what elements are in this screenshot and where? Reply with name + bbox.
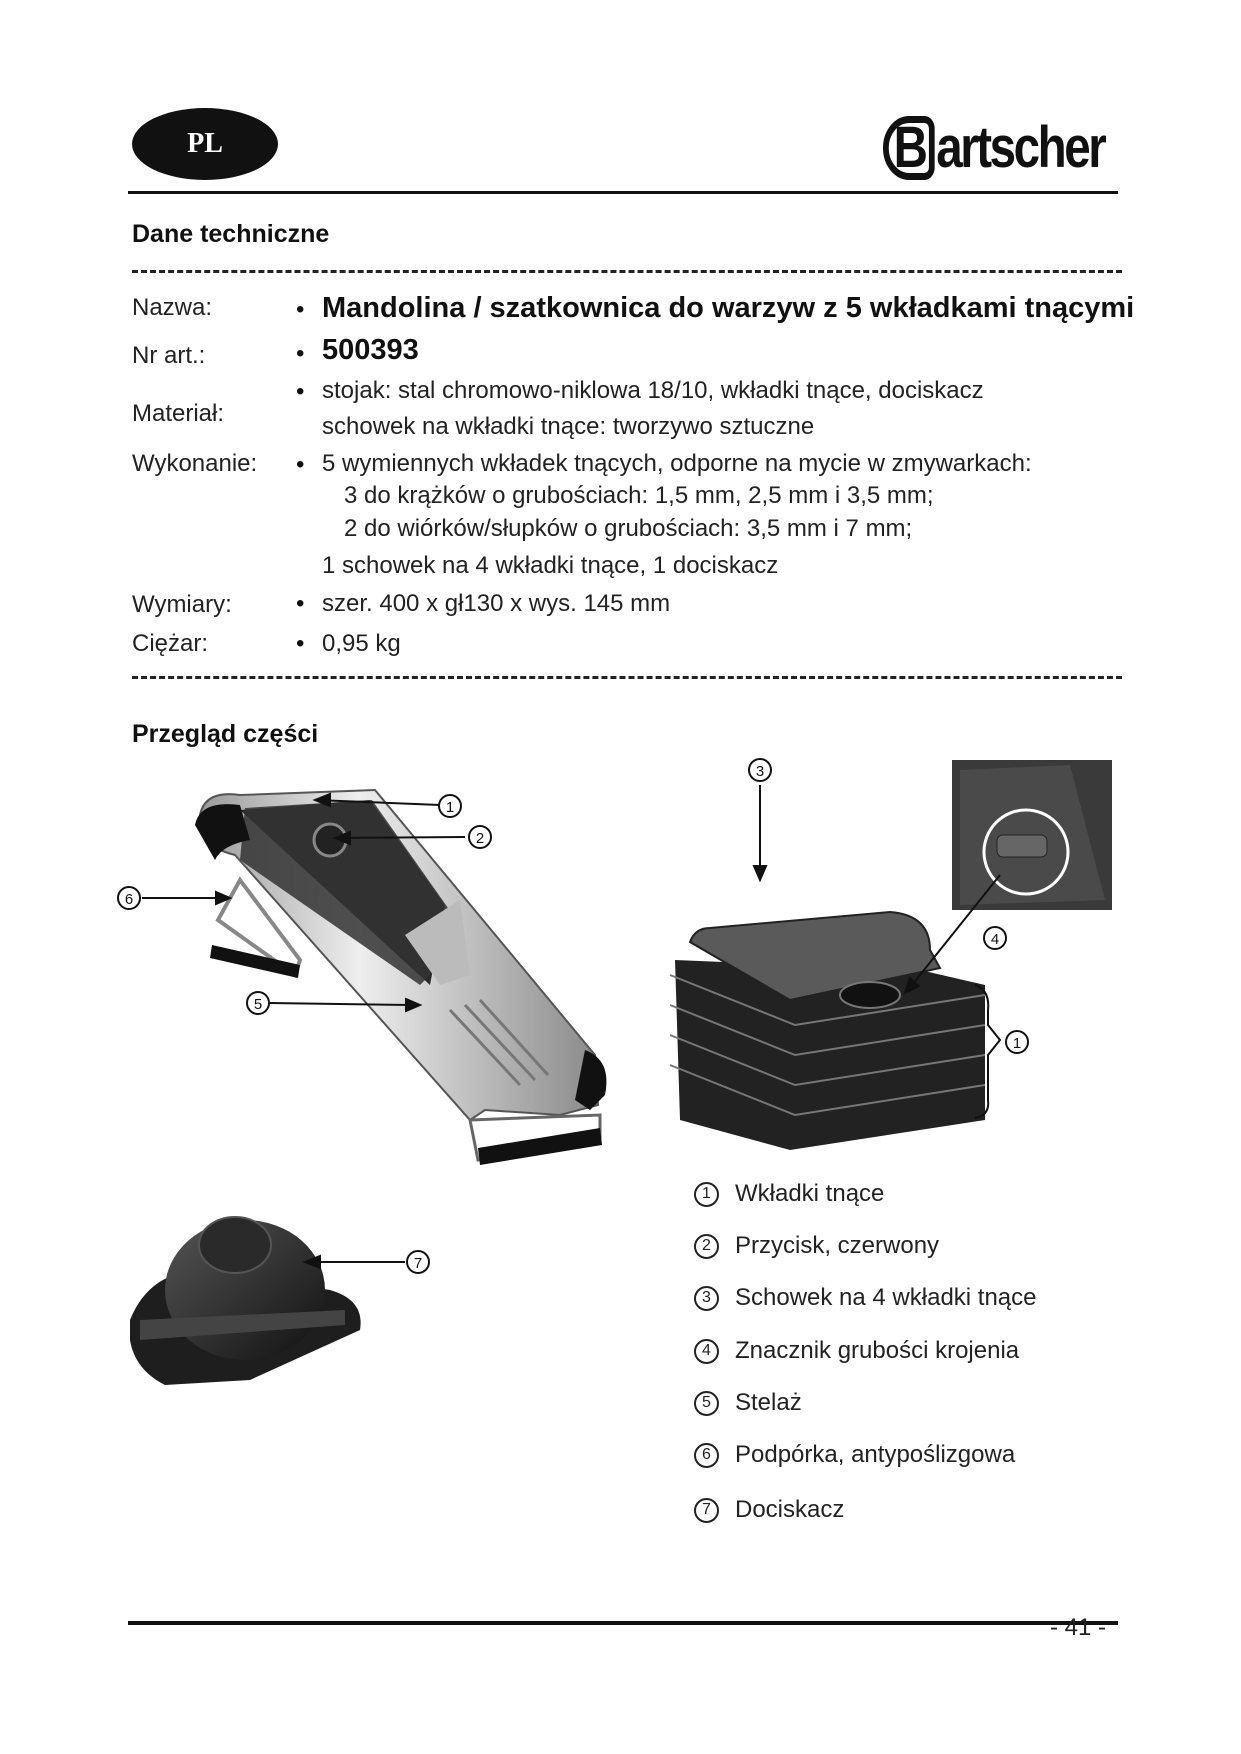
footer-rule (128, 1621, 1118, 1625)
bullet: • (296, 378, 305, 405)
legend-item-7 (694, 1496, 844, 1524)
legend-item-5 (694, 1389, 802, 1417)
callout-1 (439, 795, 461, 817)
logo-b-mark: B (883, 116, 935, 180)
legend-text: Wkładki tnące (735, 1180, 885, 1207)
legend-text: Schowek na 4 wkładki tnące (735, 1284, 1037, 1311)
bullet: • (296, 630, 305, 657)
value-material-2: schowek na wkładki tnące: tworzywo sztuczne (322, 413, 815, 440)
legend-num: 1 (694, 1182, 719, 1207)
svg-text:2: 2 (475, 830, 485, 847)
value-art-no: 500393 (322, 334, 419, 366)
legend-num: 4 (694, 1339, 719, 1364)
bullet: • (296, 590, 305, 617)
value-execution-3: 2 do wiórków/słupków o grubościach: 3,5 mm i 7 mm; (344, 515, 913, 542)
svg-text:4: 4 (990, 931, 1000, 948)
legend-num: 2 (694, 1234, 719, 1259)
svg-text:5: 5 (253, 996, 263, 1013)
legend-num: 6 (694, 1443, 719, 1468)
bullet: • (296, 296, 305, 323)
value-execution-2: 3 do krążków o grubościach: 1,5 mm, 2,5 mm i 3,5 mm; (344, 482, 934, 509)
legend-text: Przycisk, czerwony (735, 1232, 940, 1259)
legend-item-2 (694, 1232, 939, 1260)
logo-text: artscher (936, 115, 1105, 180)
legend-text: Stelaż (735, 1389, 802, 1416)
mandoline-image (195, 790, 606, 1165)
legend-num: 5 (694, 1391, 719, 1416)
value-material-1: stojak: stal chromowo-niklowa 18/10, wkładki tnące, dociskacz (322, 377, 984, 404)
legend-num: 3 (694, 1286, 719, 1311)
detail-inset-image (952, 760, 1112, 910)
callout-3 (749, 759, 771, 781)
svg-text:6: 6 (124, 891, 134, 908)
value-dimensions: szer. 400 x gł130 x wys. 145 mm (322, 590, 671, 617)
insert-stack-image (670, 912, 985, 1150)
legend-text: Znacznik grubości krojenia (735, 1337, 1020, 1364)
legend-item-6 (694, 1441, 1015, 1469)
pusher-image (130, 1217, 361, 1385)
label-weight: Ciężar: (132, 630, 209, 657)
value-name: Mandolina / szatkownica do warzyw z 5 wkładkami tnącymi (322, 292, 1135, 324)
legend-item-1 (694, 1180, 884, 1208)
label-name: Nazwa: (132, 294, 213, 321)
svg-text:7: 7 (413, 1255, 423, 1272)
label-execution: Wykonanie: (132, 450, 258, 477)
legend-num: 7 (694, 1498, 719, 1523)
bullet: • (296, 451, 305, 478)
value-execution-1: 5 wymiennych wkładek tnących, odporne na mycie w zmywarkach: (322, 450, 1032, 477)
legend-text: Podpórka, antypoślizgowa (735, 1441, 1016, 1468)
legend-text: Dociskacz (735, 1496, 845, 1523)
callout-6 (118, 887, 140, 909)
tech-data-title: Dane techniczne (132, 220, 330, 248)
label-art-no: Nr art.: (132, 342, 206, 369)
svg-text:3: 3 (755, 763, 765, 780)
page-number: - 41 - (1050, 1614, 1107, 1641)
language-badge: PL (132, 108, 278, 180)
callout-5 (247, 992, 269, 1014)
legend-item-4 (694, 1337, 1019, 1365)
callout-4 (984, 927, 1006, 949)
parts-title: Przegląd części (132, 720, 319, 748)
value-weight: 0,95 kg (322, 630, 401, 657)
label-dimensions: Wymiary: (132, 591, 232, 618)
callout-2 (469, 826, 491, 848)
legend-item-3 (694, 1284, 1037, 1312)
svg-text:1: 1 (445, 799, 455, 816)
callout-7 (407, 1251, 429, 1273)
bullet: • (296, 340, 305, 367)
svg-text:1: 1 (1012, 1035, 1022, 1052)
value-execution-4: 1 schowek na 4 wkładki tnące, 1 dociskacz (322, 552, 779, 579)
label-material: Materiał: (132, 400, 225, 427)
callout-1b (1006, 1031, 1028, 1053)
